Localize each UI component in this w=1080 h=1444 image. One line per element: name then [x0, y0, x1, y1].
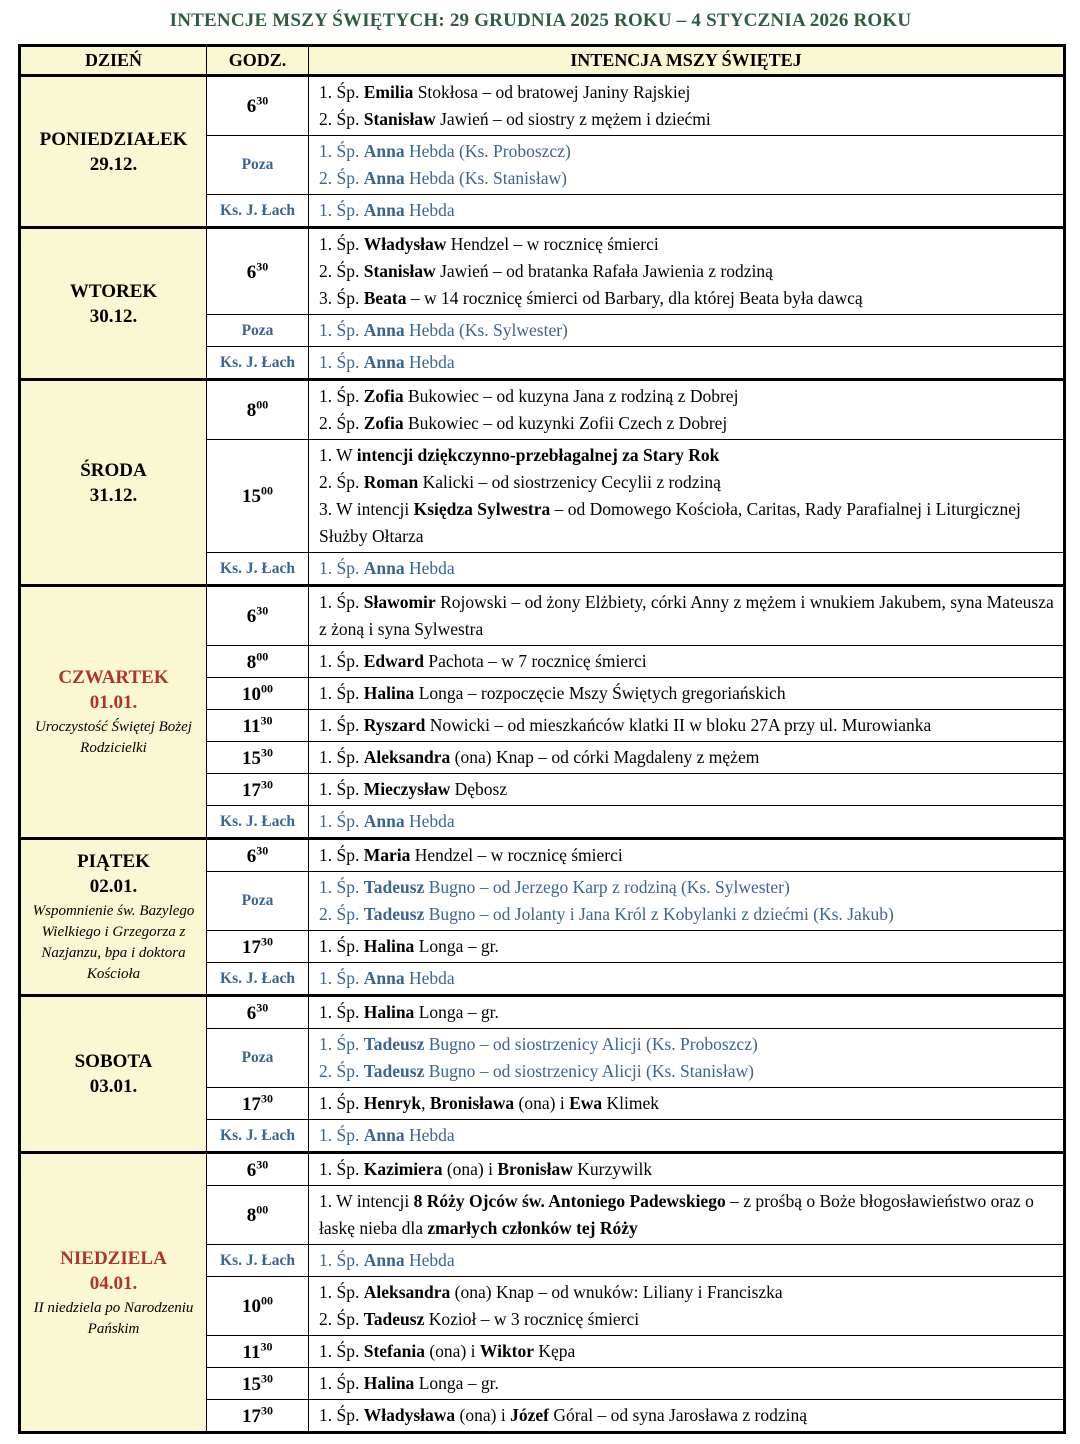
- day-cell: [20, 76, 207, 228]
- table-row: [20, 586, 1065, 646]
- time-superscript: 00: [261, 1293, 273, 1308]
- intention-line: 2. Śp. Tadeusz Bugno – od siostrzenicy Alicji (Ks. Stanisław): [319, 1061, 754, 1081]
- time-superscript: 30: [261, 1091, 273, 1106]
- day-name: WTOREK: [69, 280, 158, 302]
- intention-cell: [309, 586, 1065, 646]
- intention-cell: [309, 1088, 1065, 1120]
- time-superscript: 00: [261, 681, 273, 696]
- time-cell: [207, 1368, 309, 1400]
- intention-line: 1. Śp. Anna Hebda: [319, 200, 455, 220]
- time-value: $6^{30}$: [246, 603, 269, 628]
- intention-line: 1. W intencji dziękczynno-przebłagalnej za Stary Rok: [319, 445, 720, 465]
- time-superscript: 30: [256, 259, 269, 274]
- intention-line: 2. Śp. Stanisław Jawień – od siostry z mężem i dziećmi: [319, 109, 711, 129]
- intention-line: 1. Śp. Halina Longa – gr.: [319, 1373, 499, 1393]
- time-cell: [207, 963, 309, 996]
- table-row: [20, 380, 1065, 440]
- time-label: Poza: [241, 321, 274, 339]
- time-label: Poza: [241, 156, 274, 173]
- intention-line: 1. Śp. Anna Hebda (Ks. Proboszcz): [319, 141, 571, 161]
- time-label: Ks. J. Łach: [220, 559, 295, 577]
- intention-cell: [309, 380, 1065, 440]
- time-cell: [207, 76, 309, 136]
- intention-line: 1. Śp. Stefania (ona) i Wiktor Kępa: [319, 1341, 576, 1361]
- time-superscript: 30: [256, 93, 269, 108]
- time-cell: [207, 553, 309, 586]
- intention-cell: [309, 646, 1065, 678]
- time-value: $8^{00}$: [246, 649, 269, 673]
- time-cell: [207, 440, 309, 553]
- time-superscript: 30: [261, 1403, 273, 1418]
- time-superscript: 30: [260, 713, 273, 728]
- day-subtitle: Wspomnienie św. Bazylego Wielkiego i Grzegorza z Nazjanzu, bpa i doktora Kościoła: [32, 903, 195, 982]
- table-row: [20, 996, 1065, 1029]
- time-value: $10^{00}$: [242, 681, 273, 705]
- intention-cell: [309, 347, 1065, 380]
- intention-cell: [309, 195, 1065, 228]
- day-cell: [20, 1153, 207, 1433]
- table-row: [20, 76, 1065, 136]
- time-cell: [207, 646, 309, 678]
- intention-line: 1. Śp. Anna Hebda: [319, 811, 455, 831]
- intention-cell: [309, 872, 1065, 931]
- column-header-time: GODZ.: [207, 46, 309, 76]
- time-cell: [207, 996, 309, 1029]
- day-name: NIEDZIELA: [60, 1247, 167, 1269]
- time-superscript: 00: [261, 483, 273, 498]
- intention-line: 3. W intencji Księdza Sylwestra – od Domowego Kościoła, Caritas, Rady Parafialnej i Liturgicznej Służby Ołtarza: [319, 499, 1021, 546]
- intention-line: 1. Śp. Władysław Hendzel – w rocznicę śmierci: [319, 234, 659, 254]
- time-superscript: 30: [260, 1339, 273, 1354]
- intention-line: 1. Śp. Sławomir Rojowski – od żony Elżbiety, córki Anny z mężem i wnukiem Jakubem, syna Mateusza z żoną i syna Sylwestra: [319, 592, 1054, 639]
- day-name: CZWARTEK: [58, 667, 169, 688]
- intention-line: 1. Śp. Emilia Stokłosa – od bratowej Janiny Rajskiej: [319, 82, 691, 102]
- time-cell: [207, 1277, 309, 1336]
- intention-cell: [309, 76, 1065, 136]
- time-value: $17^{30}$: [242, 1403, 273, 1427]
- time-cell: [207, 136, 309, 195]
- intention-line: 2. Śp. Stanisław Jawień – od bratanka Rafała Jawienia z rodziną: [319, 261, 773, 281]
- day-date: 30.12.: [89, 305, 138, 327]
- intention-line: 1. Śp. Maria Hendzel – w rocznicę śmierci: [319, 845, 623, 865]
- intention-line: 1. Śp. Mieczysław Dębosz: [319, 779, 508, 799]
- time-cell: [207, 1186, 309, 1245]
- column-header-day: DZIEŃ: [20, 46, 207, 76]
- intention-line: 1. W intencji 8 Róży Ojców św. Antoniego Padewskiego – z prośbą o Boże błogosławieństwo oraz o łaskę nieba dla zmarłych członków tej Róży: [319, 1191, 1034, 1238]
- intention-cell: [309, 1153, 1065, 1186]
- intention-cell: [309, 839, 1065, 872]
- table-row: [20, 228, 1065, 315]
- day-cell: [20, 380, 207, 586]
- day-cell: [20, 839, 207, 996]
- table-header-row: [20, 46, 1065, 76]
- time-value: $11^{30}$: [242, 713, 273, 737]
- day-name: SOBOTA: [74, 1051, 153, 1072]
- intention-cell: [309, 1400, 1065, 1433]
- time-value: $15^{30}$: [242, 1371, 273, 1395]
- intention-line: 1. Śp. Henryk, Bronisława (ona) i Ewa Klimek: [319, 1093, 659, 1113]
- day-date: 29.12.: [89, 153, 138, 175]
- intention-line: 1. Śp. Anna Hebda: [319, 558, 455, 578]
- day-date: 31.12.: [89, 484, 138, 506]
- intention-cell: [309, 553, 1065, 586]
- intention-cell: [309, 963, 1065, 996]
- time-cell: [207, 872, 309, 931]
- time-value: $6^{30}$: [246, 259, 269, 283]
- time-superscript: 30: [261, 777, 273, 792]
- intention-line: 1. Śp. Anna Hebda: [319, 1125, 455, 1145]
- intention-line: 1. Śp. Anna Hebda: [319, 352, 455, 372]
- intentions-table: [18, 44, 1066, 1434]
- intention-cell: [309, 1336, 1065, 1368]
- time-cell: [207, 1400, 309, 1433]
- time-label: Ks. J. Łach: [220, 201, 295, 219]
- time-value: $15^{00}$: [242, 483, 273, 508]
- time-superscript: 30: [261, 745, 273, 760]
- intention-line: 1. Śp. Aleksandra (ona) Knap – od wnuków: Liliany i Franciszka: [319, 1282, 783, 1302]
- day-cell: [20, 228, 207, 380]
- table-row: [20, 839, 1065, 872]
- day-cell: [20, 996, 207, 1153]
- intention-line: 1. Śp. Aleksandra (ona) Knap – od córki Magdaleny z mężem: [319, 747, 760, 767]
- intention-cell: [309, 1029, 1065, 1088]
- column-header-intention: INTENCJA MSZY ŚWIĘTEJ: [309, 46, 1065, 76]
- time-cell: [207, 1336, 309, 1368]
- day-date: 02.01.: [89, 876, 138, 897]
- intention-cell: [309, 315, 1065, 347]
- time-superscript: 30: [256, 843, 269, 858]
- intention-cell: [309, 228, 1065, 315]
- table-row: [20, 1153, 1065, 1186]
- intention-cell: [309, 806, 1065, 839]
- time-cell: [207, 586, 309, 646]
- intention-cell: [309, 742, 1065, 774]
- time-cell: [207, 228, 309, 315]
- table-body: [20, 76, 1065, 1433]
- time-cell: [207, 1029, 309, 1088]
- time-superscript: 00: [256, 1202, 269, 1217]
- time-cell: [207, 806, 309, 839]
- intention-cell: [309, 136, 1065, 195]
- time-cell: [207, 315, 309, 347]
- intention-cell: [309, 1245, 1065, 1277]
- time-superscript: 30: [256, 603, 269, 618]
- intention-cell: [309, 440, 1065, 553]
- day-name: PIĄTEK: [77, 851, 150, 872]
- time-cell: [207, 380, 309, 440]
- day-subtitle: II niedziela po Narodzeniu Pańskim: [33, 1299, 194, 1337]
- page-title: INTENCJE MSZY ŚWIĘTYCH: 29 GRUDNIA 2025 ROKU – 4 STYCZNIA 2026 ROKU: [169, 10, 912, 31]
- intention-line: 1. Śp. Anna Hebda (Ks. Sylwester): [319, 320, 568, 340]
- time-label: Ks. J. Łach: [220, 353, 295, 371]
- day-name: ŚRODA: [80, 459, 147, 481]
- intention-line: 1. Śp. Władysława (ona) i Józef Góral – od syna Jarosława z rodziną: [319, 1405, 807, 1425]
- intention-line: 1. Śp. Edward Pachota – w 7 rocznicę śmierci: [319, 651, 647, 671]
- time-value: $6^{30}$: [246, 1157, 269, 1181]
- time-value: $17^{30}$: [242, 777, 273, 801]
- time-cell: [207, 1088, 309, 1120]
- time-cell: [207, 839, 309, 872]
- time-value: $6^{30}$: [246, 93, 269, 118]
- time-value: $11^{30}$: [242, 1339, 273, 1363]
- time-value: $6^{30}$: [246, 1000, 269, 1024]
- intention-cell: [309, 1186, 1065, 1245]
- time-label: Ks. J. Łach: [220, 812, 295, 830]
- time-value: $8^{00}$: [246, 397, 269, 422]
- intention-line: 1. Śp. Tadeusz Bugno – od siostrzenicy Alicji (Ks. Proboszcz): [319, 1034, 758, 1054]
- time-cell: [207, 347, 309, 380]
- intention-cell: [309, 931, 1065, 963]
- time-cell: [207, 774, 309, 806]
- time-cell: [207, 678, 309, 710]
- time-label: Ks. J. Łach: [220, 1251, 295, 1269]
- time-superscript: 00: [256, 397, 269, 412]
- intention-line: 2. Śp. Tadeusz Bugno – od Jolanty i Jana Król z Kobylanki z dziećmi (Ks. Jakub): [319, 904, 894, 924]
- time-value: $17^{30}$: [242, 934, 273, 958]
- time-superscript: 30: [256, 1000, 269, 1015]
- day-name: PONIEDZIAŁEK: [39, 128, 188, 150]
- time-value: $17^{30}$: [242, 1091, 273, 1115]
- time-superscript: 30: [261, 1371, 273, 1386]
- day-cell: [20, 586, 207, 839]
- intention-line: 1. Śp. Anna Hebda: [319, 968, 455, 988]
- intention-line: 1. Śp. Kazimiera (ona) i Bronisław Kurzywilk: [319, 1159, 653, 1179]
- time-label: Ks. J. Łach: [220, 1126, 295, 1144]
- intention-line: 2. Śp. Roman Kalicki – od siostrzenicy Cecylii z rodziną: [319, 472, 721, 492]
- intention-line: 1. Śp. Tadeusz Bugno – od Jerzego Karp z rodziną (Ks. Sylwester): [319, 877, 790, 897]
- intention-line: 1. Śp. Halina Longa – gr.: [319, 936, 499, 956]
- intention-cell: [309, 774, 1065, 806]
- intention-cell: [309, 996, 1065, 1029]
- time-superscript: 30: [256, 1157, 269, 1172]
- day-subtitle: Uroczystość Świętej Bożej Rodzicielki: [35, 719, 192, 756]
- time-cell: [207, 1245, 309, 1277]
- intention-line: 2. Śp. Zofia Bukowiec – od kuzynki Zofii Czech z Dobrej: [319, 413, 728, 433]
- time-value: $8^{00}$: [246, 1202, 269, 1227]
- intention-cell: [309, 1368, 1065, 1400]
- intention-cell: [309, 678, 1065, 710]
- time-label: Poza: [241, 1049, 274, 1066]
- time-superscript: 30: [261, 934, 273, 949]
- time-cell: [207, 742, 309, 774]
- time-value: $6^{30}$: [246, 843, 269, 867]
- intention-line: 1. Śp. Halina Longa – gr.: [319, 1002, 499, 1022]
- intention-cell: [309, 1120, 1065, 1153]
- time-cell: [207, 1120, 309, 1153]
- intention-line: 1. Śp. Ryszard Nowicki – od mieszkańców klatki II w bloku 27A przy ul. Murowianka: [319, 715, 932, 735]
- time-cell: [207, 1153, 309, 1186]
- time-value: $15^{30}$: [242, 745, 273, 769]
- time-label: Ks. J. Łach: [220, 969, 295, 987]
- day-date: 01.01.: [89, 692, 138, 713]
- day-date: 04.01.: [89, 1272, 138, 1294]
- intention-cell: [309, 710, 1065, 742]
- intention-line: 1. Śp. Zofia Bukowiec – od kuzyna Jana z rodziną z Dobrej: [319, 386, 739, 406]
- intention-line: 1. Śp. Halina Longa – rozpoczęcie Mszy Świętych gregoriańskich: [319, 683, 786, 703]
- intention-line: 2. Śp. Anna Hebda (Ks. Stanisław): [319, 168, 567, 188]
- time-label: Poza: [241, 892, 274, 909]
- intention-line: 2. Śp. Tadeusz Kozioł – w 3 rocznicę śmierci: [319, 1309, 640, 1329]
- time-cell: [207, 710, 309, 742]
- time-cell: [207, 931, 309, 963]
- time-value: $10^{00}$: [242, 1293, 273, 1318]
- day-date: 03.01.: [89, 1076, 138, 1097]
- time-superscript: 00: [256, 649, 269, 664]
- time-cell: [207, 195, 309, 228]
- intention-line: 1. Śp. Anna Hebda: [319, 1250, 455, 1270]
- intention-cell: [309, 1277, 1065, 1336]
- intention-line: 3. Śp. Beata – w 14 rocznicę śmierci od Barbary, dla której Beata była dawcą: [319, 288, 863, 308]
